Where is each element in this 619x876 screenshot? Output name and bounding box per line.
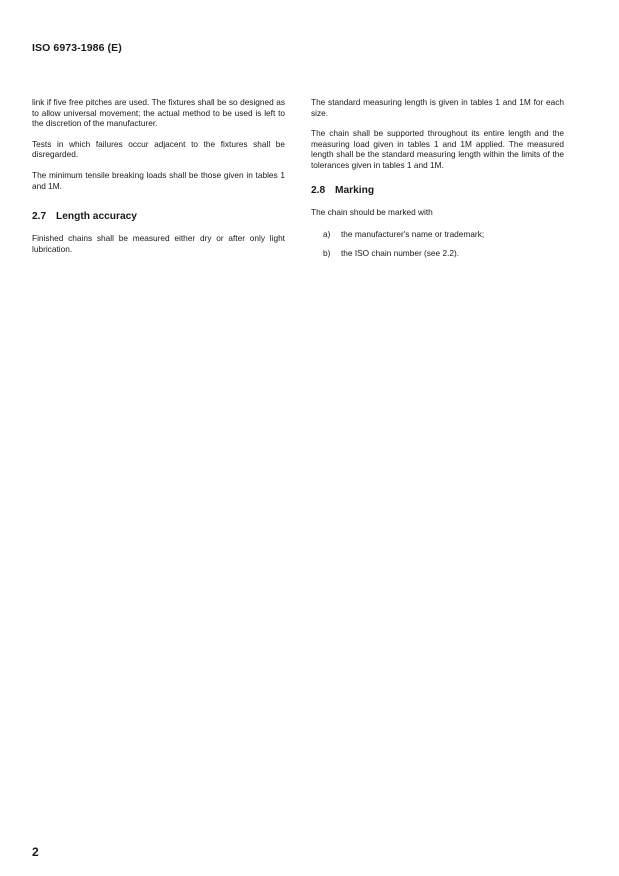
- section-number: 2.8: [311, 184, 326, 196]
- list-marker: a): [323, 229, 331, 240]
- list-marker: b): [323, 247, 331, 258]
- list-text: the manufacturer's name or trademark;: [341, 229, 485, 240]
- document-header: ISO 6973-1986 (E): [32, 42, 122, 54]
- section-title: Marking: [335, 184, 375, 196]
- section-heading-2-8: [311, 185, 564, 197]
- list-item: [323, 229, 564, 240]
- left-column: [32, 97, 285, 264]
- paragraph-continuation: link if five free pitches are used. The fixtures shall be so designed as to allow universal movement; the actual method to be used is left to the discretion of the manufacturer.: [32, 97, 285, 129]
- paragraph-tests: Tests in which failures occur adjacent to the fixtures shall be disregarded.: [32, 138, 285, 160]
- paragraph-standard-length: The standard measuring length is given in tables 1 and 1M for each size.: [311, 97, 564, 118]
- paragraph-supported: The chain shall be supported throughout its entire length and the measuring load given in tables 1 and 1M applied. The measured length shall be the standard measuring length within the limits of the tolerances given in tables 1 and 1M.: [311, 128, 564, 170]
- paragraph-minimum-loads: The minimum tensile breaking loads shall be those given in tables 1 and 1M.: [32, 169, 285, 191]
- section-heading-2-7: [32, 211, 285, 223]
- marking-list: [311, 229, 564, 258]
- section-number: 2.7: [32, 211, 47, 223]
- section-title: Length accuracy: [56, 211, 137, 223]
- paragraph-finished-chains: Finished chains shall be measured either dry or after only light lubrication.: [32, 233, 285, 254]
- list-text: the ISO chain number (see 2.2).: [341, 247, 460, 258]
- page-number: 2: [32, 845, 39, 859]
- paragraph-marked-with: The chain should be marked with: [311, 206, 433, 217]
- right-column: [311, 97, 564, 266]
- list-item: [323, 248, 564, 259]
